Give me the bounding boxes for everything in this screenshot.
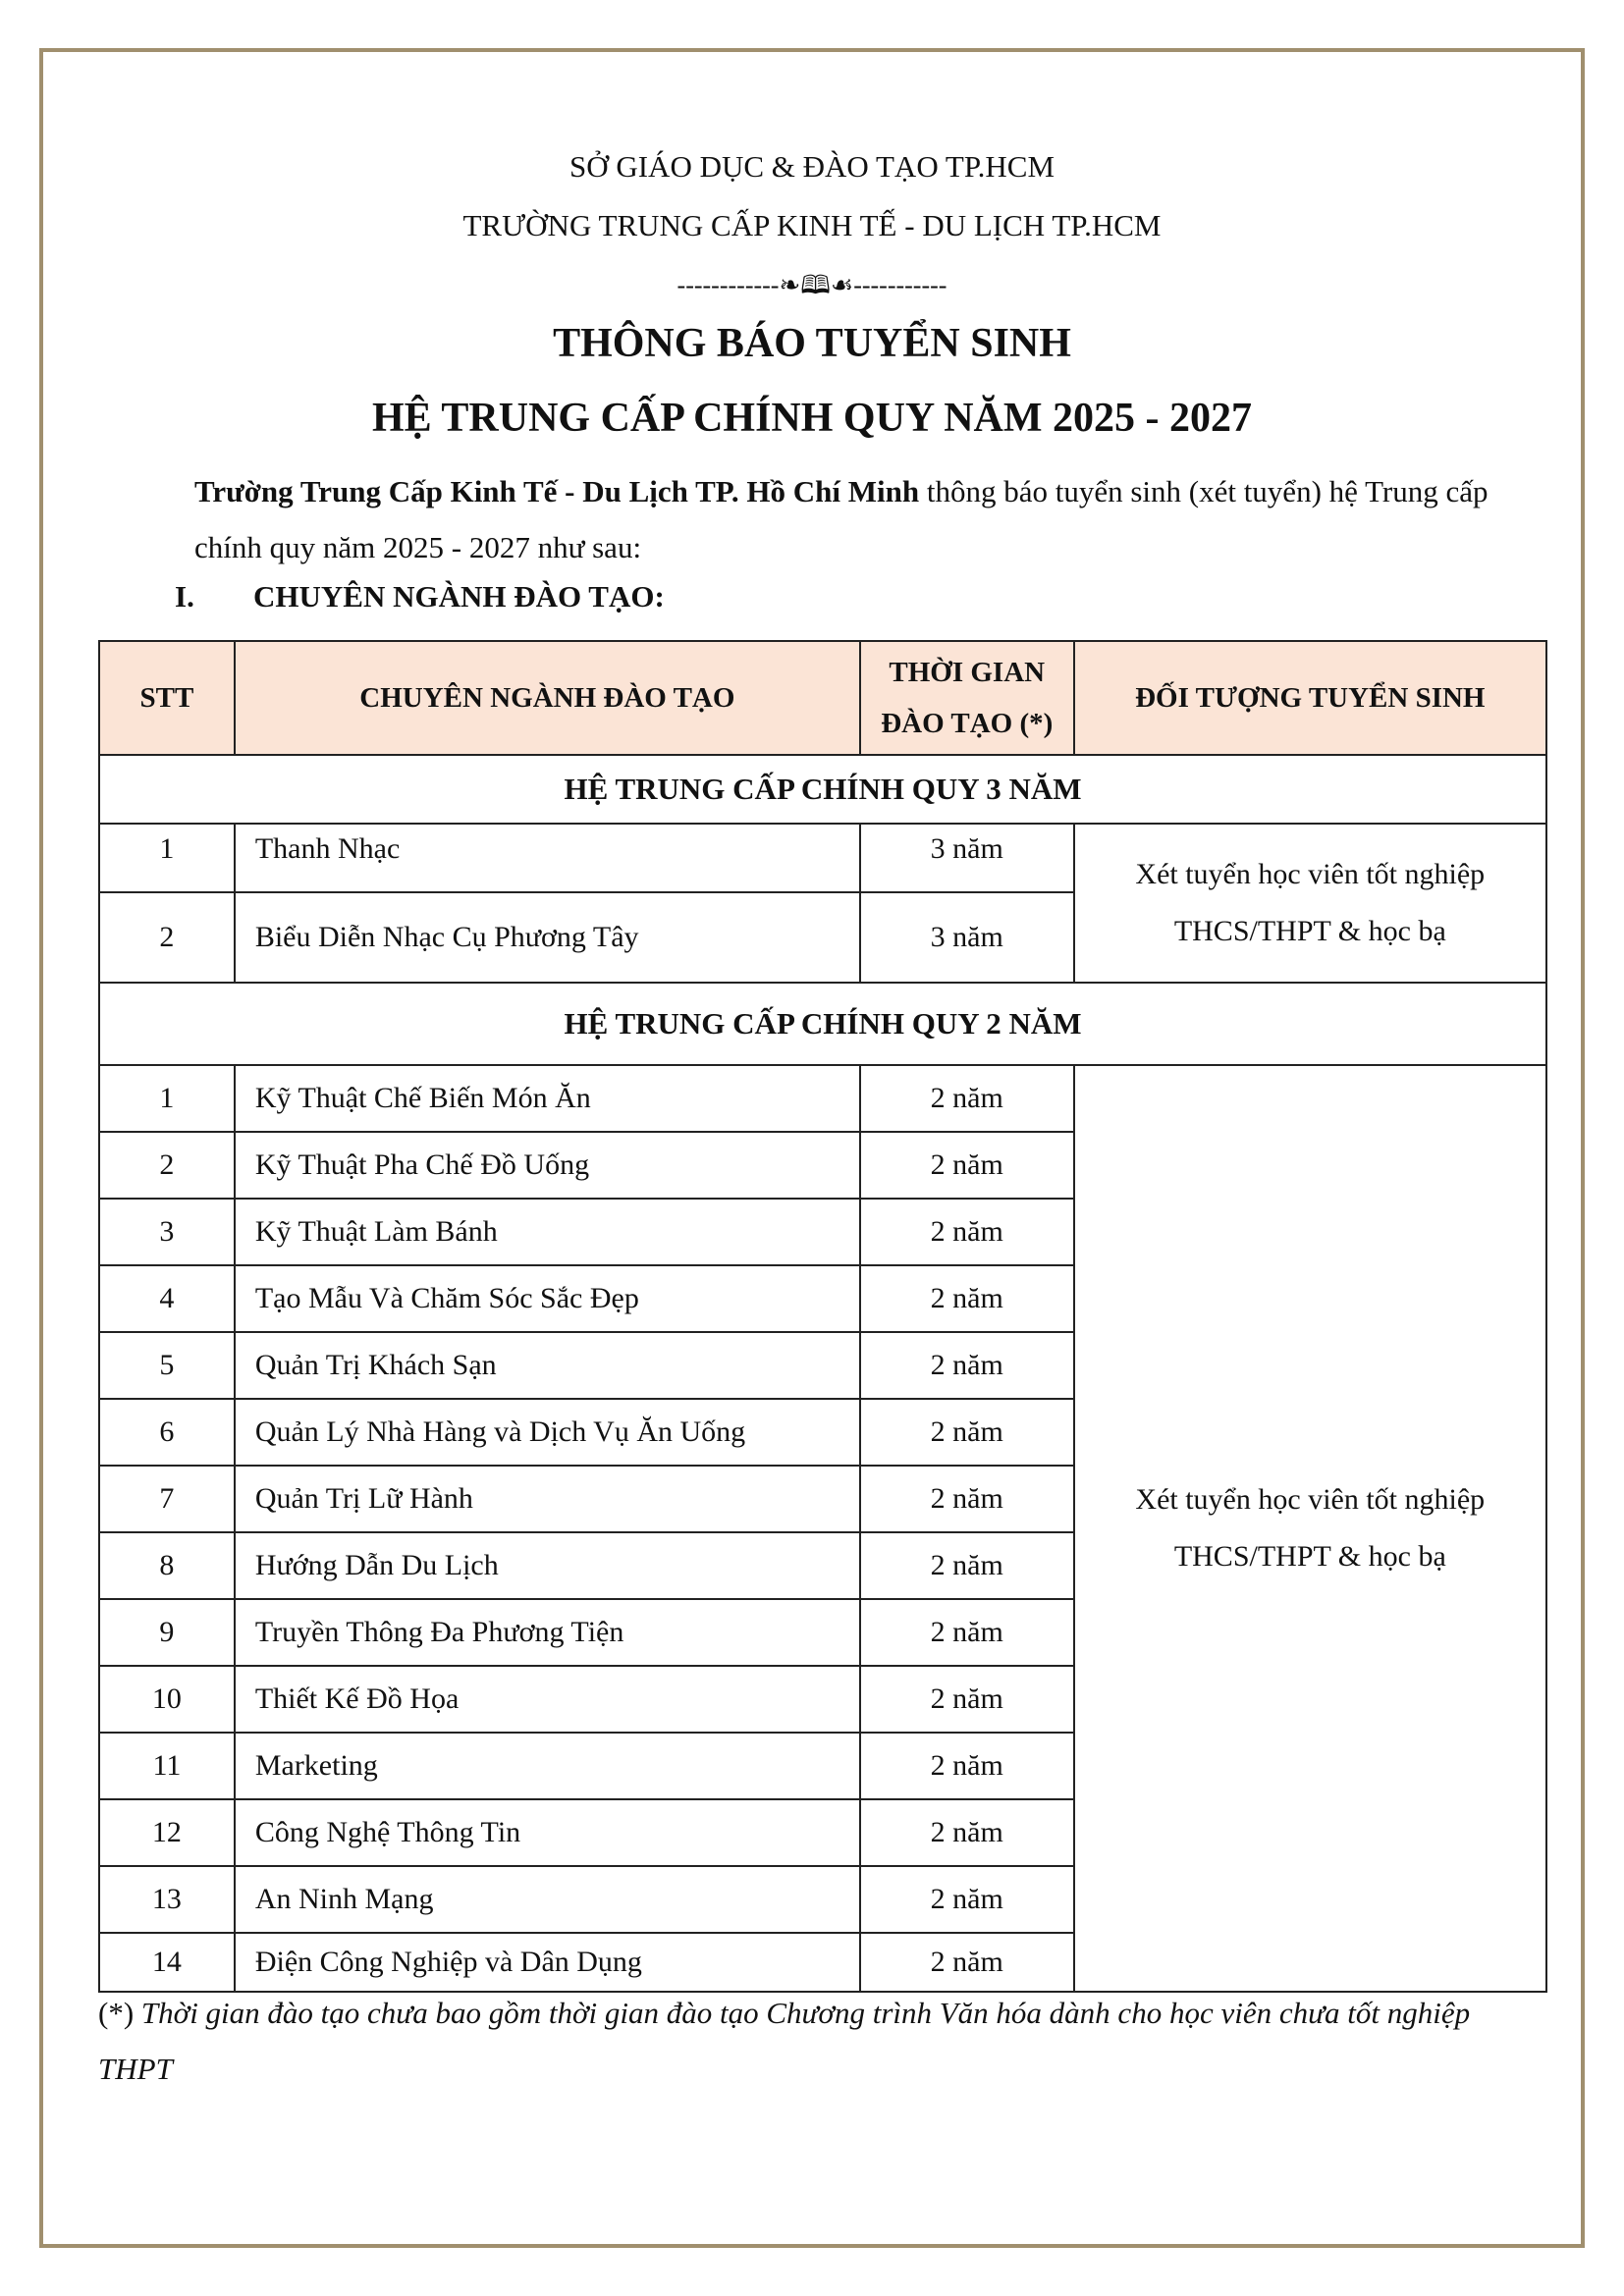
- row-duration: 2 năm: [860, 1933, 1074, 1992]
- footnote-mark: (*): [98, 1996, 135, 2030]
- header-stt: STT: [99, 641, 235, 755]
- row-major-name: Marketing: [235, 1733, 860, 1799]
- table-row: [99, 824, 1546, 892]
- intro-paragraph: [194, 463, 1510, 575]
- doc-subtitle: HỆ TRUNG CẤP CHÍNH QUY NĂM 2025 - 2027: [371, 396, 1252, 441]
- row-stt: 11: [99, 1733, 235, 1799]
- row-duration: 2 năm: [860, 1532, 1074, 1599]
- row-stt: 5: [99, 1332, 235, 1399]
- row-duration: 2 năm: [860, 1399, 1074, 1466]
- table-row: [99, 1065, 1546, 1132]
- header-major: CHUYÊN NGÀNH ĐÀO TẠO: [235, 641, 860, 755]
- row-duration: 2 năm: [860, 1265, 1074, 1332]
- row-target: Xét tuyển học viên tốt nghiệp THCS/THPT & học bạ: [1074, 824, 1546, 983]
- row-major-name: Quản Trị Lữ Hành: [235, 1466, 860, 1532]
- row-duration: 2 năm: [860, 1733, 1074, 1799]
- row-duration: 2 năm: [860, 1132, 1074, 1199]
- header-duration: THỜI GIAN ĐÀO TẠO (*): [860, 641, 1074, 755]
- row-major-name: Hướng Dẫn Du Lịch: [235, 1532, 860, 1599]
- row-stt: 14: [99, 1933, 235, 1992]
- section-heading: [175, 579, 665, 614]
- row-duration: 3 năm: [860, 824, 1074, 892]
- group-title: HỆ TRUNG CẤP CHÍNH QUY 3 NĂM: [99, 755, 1546, 824]
- row-duration: 2 năm: [860, 1666, 1074, 1733]
- row-stt: 9: [99, 1599, 235, 1666]
- row-duration: 2 năm: [860, 1332, 1074, 1399]
- row-major-name: Quản Trị Khách Sạn: [235, 1332, 860, 1399]
- majors-table: [98, 640, 1547, 1993]
- row-major-name: Kỹ Thuật Pha Chế Đồ Uống: [235, 1132, 860, 1199]
- row-duration: 2 năm: [860, 1599, 1074, 1666]
- row-stt: 8: [99, 1532, 235, 1599]
- row-duration: 2 năm: [860, 1065, 1074, 1132]
- intro-text: thông báo tuyển sinh (xét tuyển) hệ Trung cấp chính quy năm 2025 - 2027 như sau:: [194, 474, 1489, 564]
- section-number: I.: [175, 579, 194, 614]
- row-stt: 1: [99, 824, 235, 892]
- intro-school-name: Trường Trung Cấp Kinh Tế - Du Lịch TP. Hồ Chí Minh: [194, 474, 920, 508]
- group-row: [99, 755, 1546, 824]
- row-stt: 12: [99, 1799, 235, 1866]
- row-stt: 6: [99, 1399, 235, 1466]
- row-major-name: Thanh Nhạc: [235, 824, 860, 892]
- row-major-name: Biểu Diễn Nhạc Cụ Phương Tây: [235, 892, 860, 983]
- row-stt: 13: [99, 1866, 235, 1933]
- header-divider: ------------❧🕮☙-----------: [677, 271, 947, 299]
- row-major-name: Thiết Kế Đồ Họa: [235, 1666, 860, 1733]
- row-major-name: Công Nghệ Thông Tin: [235, 1799, 860, 1866]
- row-stt: 2: [99, 892, 235, 983]
- row-duration: 2 năm: [860, 1799, 1074, 1866]
- header-department: SỞ GIÁO DỤC & ĐÀO TẠO TP.HCM: [568, 149, 1056, 184]
- row-stt: 7: [99, 1466, 235, 1532]
- table-header-row: [99, 641, 1546, 755]
- section-title: CHUYÊN NGÀNH ĐÀO TẠO:: [253, 579, 665, 614]
- row-major-name: Điện Công Nghiệp và Dân Dụng: [235, 1933, 860, 1992]
- row-duration: 2 năm: [860, 1199, 1074, 1265]
- doc-title: THÔNG BÁO TUYỂN SINH: [553, 321, 1071, 366]
- group-title: HỆ TRUNG CẤP CHÍNH QUY 2 NĂM: [99, 983, 1546, 1065]
- row-duration: 2 năm: [860, 1866, 1074, 1933]
- row-stt: 3: [99, 1199, 235, 1265]
- row-target: Xét tuyển học viên tốt nghiệp THCS/THPT & học bạ: [1074, 1065, 1546, 1992]
- footnote: [98, 1985, 1532, 2097]
- row-stt: 2: [99, 1132, 235, 1199]
- header-school: TRƯỜNG TRUNG CẤP KINH TẾ - DU LỊCH TP.HCM: [462, 208, 1162, 242]
- row-stt: 4: [99, 1265, 235, 1332]
- row-major-name: An Ninh Mạng: [235, 1866, 860, 1933]
- group-row: [99, 983, 1546, 1065]
- row-duration: 3 năm: [860, 892, 1074, 983]
- row-duration: 2 năm: [860, 1466, 1074, 1532]
- header-target: ĐỐI TƯỢNG TUYỂN SINH: [1074, 641, 1546, 755]
- row-major-name: Tạo Mẫu Và Chăm Sóc Sắc Đẹp: [235, 1265, 860, 1332]
- row-major-name: Kỹ Thuật Chế Biến Món Ăn: [235, 1065, 860, 1132]
- row-stt: 1: [99, 1065, 235, 1132]
- row-major-name: Kỹ Thuật Làm Bánh: [235, 1199, 860, 1265]
- row-stt: 10: [99, 1666, 235, 1733]
- row-major-name: Truyền Thông Đa Phương Tiện: [235, 1599, 860, 1666]
- row-major-name: Quản Lý Nhà Hàng và Dịch Vụ Ăn Uống: [235, 1399, 860, 1466]
- footnote-text: Thời gian đào tạo chưa bao gồm thời gian đào tạo Chương trình Văn hóa dành cho học viên chưa tốt nghiệp THPT: [98, 1996, 1471, 2086]
